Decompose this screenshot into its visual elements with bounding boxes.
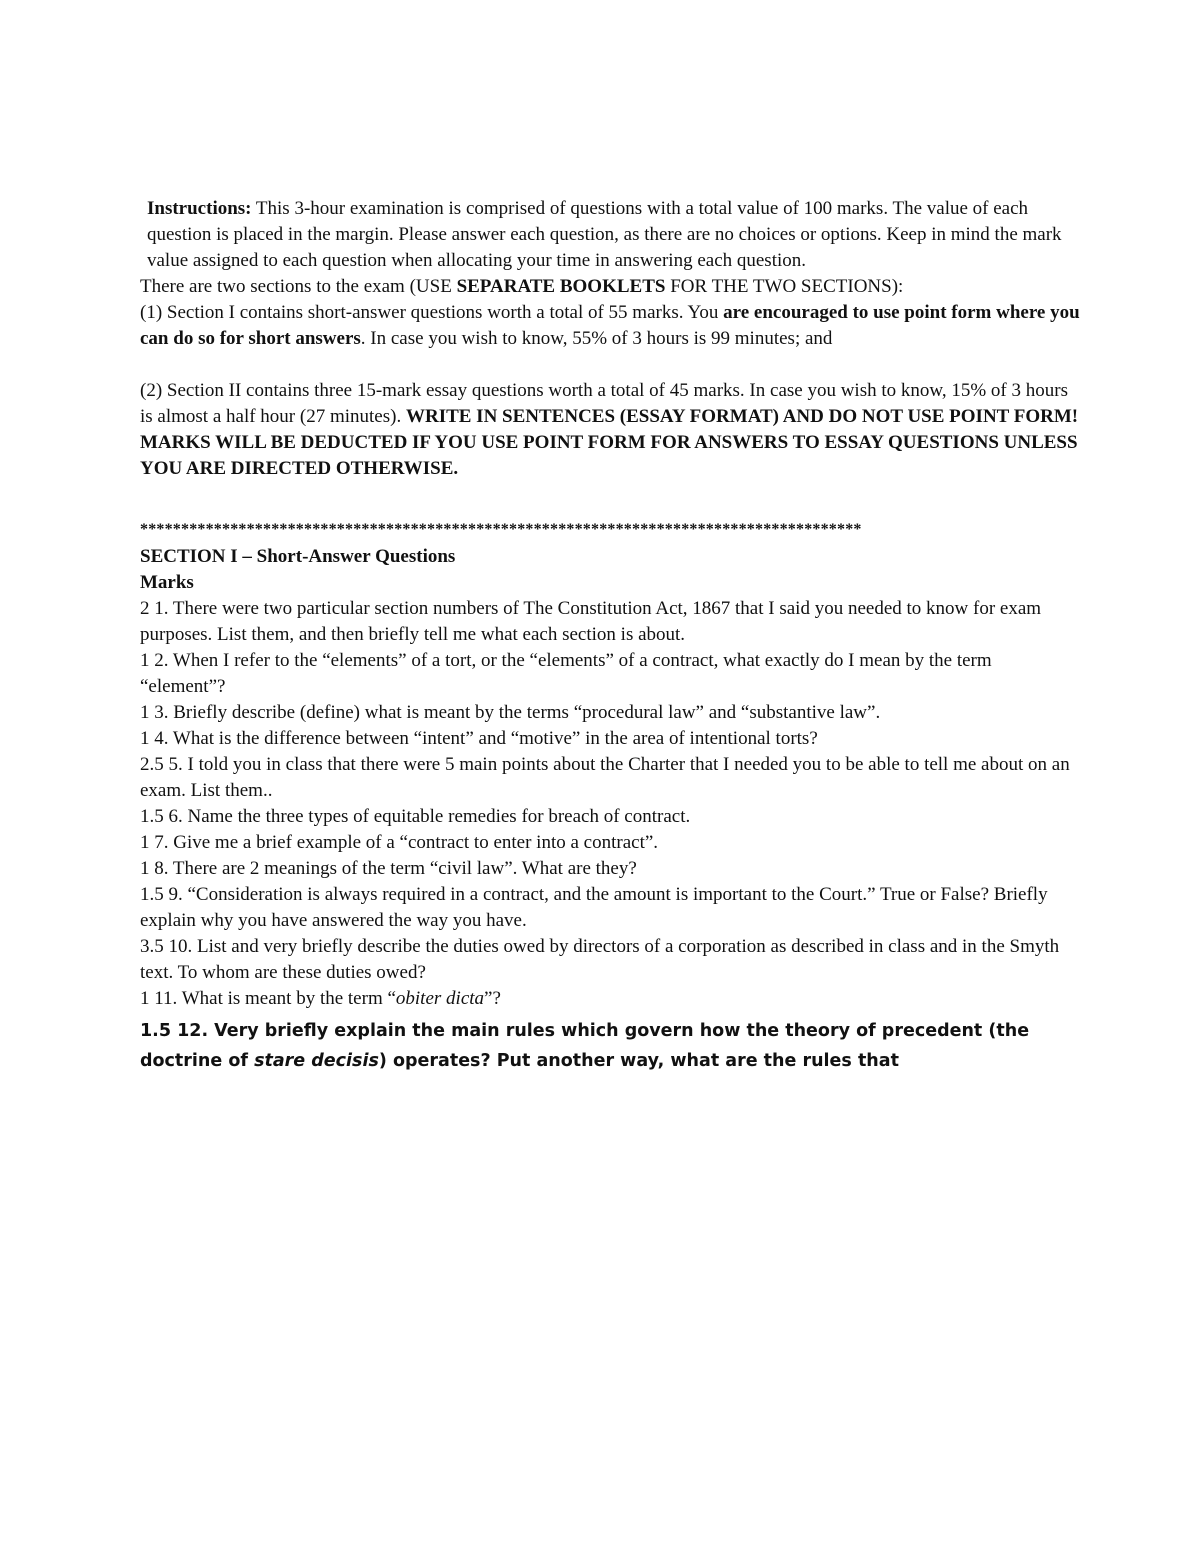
question-12-text: 1.5 12. Very briefly explain the main rules which govern how the theory of precedent (the doctrine of bbox=[140, 1021, 1030, 1071]
question-11 bbox=[140, 986, 1080, 1012]
question-2: 1 2. When I refer to the “elements” of a tort, or the “elements” of a contract, what exactly do I mean by the term “element”? bbox=[140, 650, 992, 697]
section1-title: SECTION I – Short-Answer Questions bbox=[140, 546, 456, 567]
instructions-label: Instructions: bbox=[147, 198, 252, 219]
question-3: 1 3. Briefly describe (define) what is meant by the terms “procedural law” and “substantive law”. bbox=[140, 702, 881, 723]
blank-line bbox=[140, 352, 1080, 378]
point-form-emphasis: are encouraged to use point form where you can do so for short answers bbox=[140, 302, 1080, 349]
stare-decisis-term: stare decisis bbox=[254, 1051, 379, 1071]
question-10: 3.5 10. List and very briefly describe the duties owed by directors of a corporation as described in class and in the Smyth text. To whom are these duties owed? bbox=[140, 936, 1060, 983]
sections-intro-text: There are two sections to the exam (USE bbox=[140, 276, 457, 297]
section1-description bbox=[140, 300, 1080, 352]
question-11-tail: ”? bbox=[484, 988, 501, 1009]
question-1: 2 1. There were two particular section numbers of The Constitution Act, 1867 that I said you needed to know for exam purposes. List them, and then briefly tell me what each section is about. bbox=[140, 598, 1042, 645]
marks-column-label: Marks bbox=[140, 572, 194, 593]
question-7: 1 7. Give me a brief example of a “contract to enter into a contract”. bbox=[140, 832, 659, 853]
instructions-paragraph bbox=[140, 196, 1080, 274]
question-5: 2.5 5. I told you in class that there were 5 main points about the Charter that I needed you to be able to tell me about on an exam. List them.. bbox=[140, 754, 1070, 801]
question-11-text: 1 11. What is meant by the term “ bbox=[140, 988, 396, 1009]
question-8: 1 8. There are 2 meanings of the term “civil law”. What are they? bbox=[140, 858, 637, 879]
question-6: 1.5 6. Name the three types of equitable remedies for breach of contract. bbox=[140, 806, 691, 827]
question-9: 1.5 9. “Consideration is always required in a contract, and the amount is important to the Court.” True or False? Briefly explain why you have answered the way you have. bbox=[140, 884, 1048, 931]
question-4: 1 4. What is the difference between “intent” and “motive” in the area of intentional torts? bbox=[140, 728, 818, 749]
section1-desc-text: (1) Section I contains short-answer questions worth a total of 55 marks. You bbox=[140, 302, 724, 323]
sections-intro bbox=[140, 274, 1080, 300]
essay-format-warning: WRITE IN SENTENCES (ESSAY FORMAT) AND DO NOT USE POINT FORM! MARKS WILL BE DEDUCTED IF YOU USE POINT FORM FOR ANSWERS TO ESSAY QUESTIONS UNLESS YOU ARE DIRECTED OTHERWISE. bbox=[140, 406, 1079, 479]
separate-booklets-emphasis: SEPARATE BOOKLETS bbox=[456, 276, 666, 297]
section2-description bbox=[140, 378, 1080, 482]
section1-desc-tail: . In case you wish to know, 55% of 3 hours is 99 minutes; and bbox=[360, 328, 833, 349]
sections-intro-tail: FOR THE TWO SECTIONS): bbox=[665, 276, 904, 297]
asterisk-separator: **************************************************************************************** bbox=[140, 521, 862, 538]
question-12-tail: ) operates? Put another way, what are the rules that bbox=[378, 1051, 899, 1071]
instructions-text: This 3-hour examination is comprised of questions with a total value of 100 marks. The value of each question is placed in the margin. Please answer each question, as there are no choices or options. Keep in mind the mark value assigned to each question when allocating your time in answering each question. bbox=[147, 198, 1062, 271]
exam-content bbox=[140, 196, 1080, 1076]
blank-line bbox=[140, 482, 1080, 508]
obiter-dicta-term: obiter dicta bbox=[395, 988, 485, 1009]
section2-desc-text: (2) Section II contains three 15-mark essay questions worth a total of 45 marks. In case you wish to know, 15% of 3 hours is almost a half hour (27 minutes). bbox=[140, 380, 1068, 427]
question-12 bbox=[140, 1016, 1080, 1076]
